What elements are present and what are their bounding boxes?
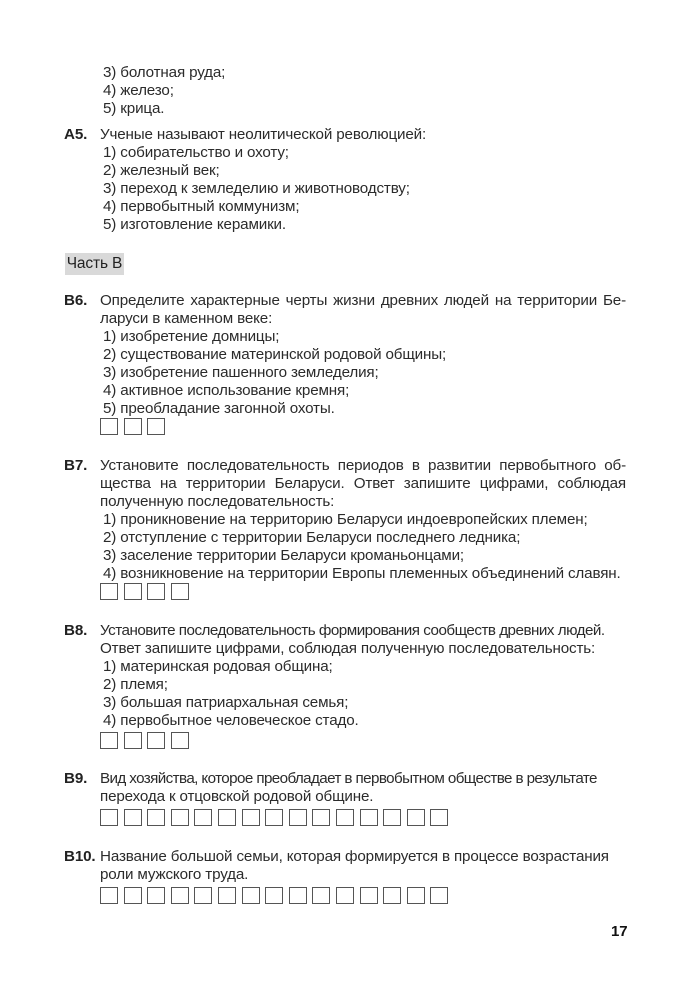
answer-box[interactable] bbox=[242, 809, 260, 826]
answer-box[interactable] bbox=[124, 418, 142, 435]
question-text: Вид хозяйства, которое преобладает в первобытном обществе в результате bbox=[100, 770, 597, 787]
option: 5) преобладание загонной охоты. bbox=[103, 400, 335, 417]
option: 1) изобретение домницы; bbox=[103, 328, 280, 345]
page-number: 17 bbox=[611, 923, 628, 940]
question-label: B9. bbox=[64, 770, 88, 787]
answer-box[interactable] bbox=[265, 887, 283, 904]
question-text: перехода к отцовской родовой общине. bbox=[100, 788, 374, 805]
option: 1) собирательство и охоту; bbox=[103, 144, 289, 161]
answer-box[interactable] bbox=[124, 583, 142, 600]
answer-box[interactable] bbox=[124, 887, 142, 904]
answer-box[interactable] bbox=[336, 809, 354, 826]
answer-boxes bbox=[100, 732, 189, 749]
answer-box[interactable] bbox=[147, 418, 165, 435]
answer-box[interactable] bbox=[147, 732, 165, 749]
option: 5) крица. bbox=[103, 100, 165, 117]
answer-box[interactable] bbox=[194, 887, 212, 904]
answer-box[interactable] bbox=[312, 809, 330, 826]
answer-box[interactable] bbox=[312, 887, 330, 904]
option: 2) железный век; bbox=[103, 162, 220, 179]
answer-box[interactable] bbox=[407, 809, 425, 826]
question-text: Установите последовательность формирования сообществ древних людей. bbox=[100, 622, 605, 639]
answer-box[interactable] bbox=[336, 887, 354, 904]
option: 4) возникновение на территории Европы племенных объединений славян. bbox=[103, 565, 621, 582]
answer-boxes bbox=[100, 809, 448, 826]
answer-box[interactable] bbox=[383, 809, 401, 826]
answer-box[interactable] bbox=[430, 809, 448, 826]
answer-box[interactable] bbox=[100, 809, 118, 826]
answer-box[interactable] bbox=[407, 887, 425, 904]
option: 4) первобытное человеческое стадо. bbox=[103, 712, 359, 729]
option: 5) изготовление керамики. bbox=[103, 216, 286, 233]
option: 2) племя; bbox=[103, 676, 168, 693]
answer-box[interactable] bbox=[360, 887, 378, 904]
answer-box[interactable] bbox=[147, 809, 165, 826]
option: 4) железо; bbox=[103, 82, 174, 99]
question-label: B10. bbox=[64, 848, 96, 865]
answer-box[interactable] bbox=[265, 809, 283, 826]
answer-box[interactable] bbox=[289, 887, 307, 904]
question-text: Ученые называют неолитической революцией: bbox=[100, 126, 427, 143]
answer-box[interactable] bbox=[124, 732, 142, 749]
question-text: Определите характерные черты жизни древних людей на территории Бе- bbox=[100, 292, 626, 309]
question-text: ларуси в каменном веке: bbox=[100, 310, 273, 327]
option: 3) большая патриархальная семья; bbox=[103, 694, 349, 711]
section-heading: Часть В bbox=[65, 253, 124, 275]
question-text: полученную последовательность: bbox=[100, 493, 335, 510]
answer-box[interactable] bbox=[171, 583, 189, 600]
answer-box[interactable] bbox=[100, 732, 118, 749]
answer-box[interactable] bbox=[171, 887, 189, 904]
answer-box[interactable] bbox=[194, 809, 212, 826]
answer-box[interactable] bbox=[124, 809, 142, 826]
answer-box[interactable] bbox=[171, 809, 189, 826]
option: 3) болотная руда; bbox=[103, 64, 226, 81]
option: 3) заселение территории Беларуси кроманьонцами; bbox=[103, 547, 465, 564]
answer-box[interactable] bbox=[218, 887, 236, 904]
question-text: роли мужского труда. bbox=[100, 866, 249, 883]
answer-box[interactable] bbox=[171, 732, 189, 749]
question-label: A5. bbox=[64, 126, 88, 143]
answer-box[interactable] bbox=[100, 887, 118, 904]
question-label: B6. bbox=[64, 292, 88, 309]
option: 1) проникновение на территорию Беларуси индоевропейских племен; bbox=[103, 511, 588, 528]
question-label: B8. bbox=[64, 622, 88, 639]
option: 2) отступление с территории Беларуси последнего ледника; bbox=[103, 529, 521, 546]
answer-boxes bbox=[100, 583, 189, 600]
answer-boxes bbox=[100, 887, 448, 904]
question-text: Установите последовательность периодов в развитии первобытного об- bbox=[100, 457, 626, 474]
answer-box[interactable] bbox=[430, 887, 448, 904]
option: 3) изобретение пашенного земледелия; bbox=[103, 364, 379, 381]
answer-box[interactable] bbox=[147, 887, 165, 904]
answer-box[interactable] bbox=[218, 809, 236, 826]
question-text: Ответ запишите цифрами, соблюдая полученную последовательность: bbox=[100, 640, 596, 657]
option: 1) материнская родовая община; bbox=[103, 658, 333, 675]
question-text: щества на территории Беларуси. Ответ запишите цифрами, соблюдая bbox=[100, 475, 626, 492]
answer-box[interactable] bbox=[100, 583, 118, 600]
question-text: Название большой семьи, которая формируется в процессе возрастания bbox=[100, 848, 609, 865]
answer-box[interactable] bbox=[242, 887, 260, 904]
option: 4) активное использование кремня; bbox=[103, 382, 350, 399]
option: 2) существование материнской родовой общины; bbox=[103, 346, 447, 363]
option: 4) первобытный коммунизм; bbox=[103, 198, 300, 215]
option: 3) переход к земледелию и животноводству; bbox=[103, 180, 410, 197]
answer-box[interactable] bbox=[289, 809, 307, 826]
answer-box[interactable] bbox=[360, 809, 378, 826]
answer-box[interactable] bbox=[100, 418, 118, 435]
question-label: B7. bbox=[64, 457, 88, 474]
answer-boxes bbox=[100, 418, 165, 435]
answer-box[interactable] bbox=[383, 887, 401, 904]
answer-box[interactable] bbox=[147, 583, 165, 600]
